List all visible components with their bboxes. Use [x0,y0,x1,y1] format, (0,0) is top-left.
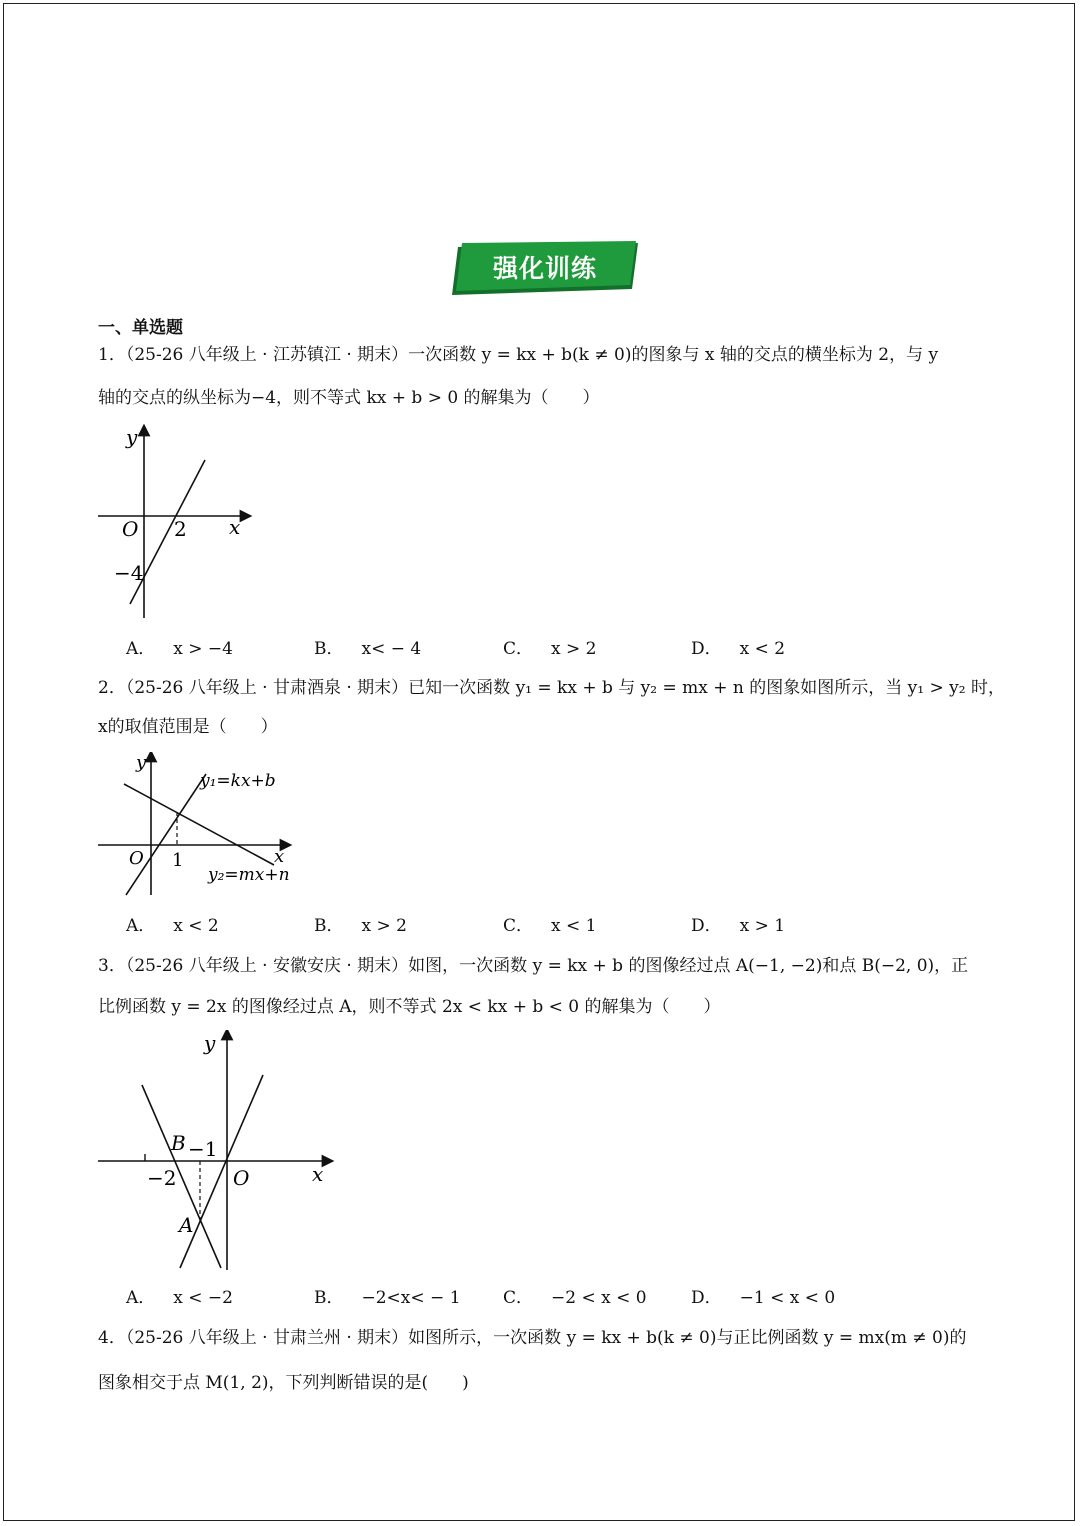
section-title: 一、单选题 [98,318,183,338]
q1-line2 [98,383,600,408]
q1-number: 1． [98,345,126,365]
q1-label-origin: O [122,517,139,541]
section-banner [452,241,638,297]
q2-graph [96,752,296,898]
q1-text-line2: 轴的交点的纵坐标为−4，则不等式 kx + b > 0 的解集为（ ） [98,388,600,408]
q4-text-line2: 图象相交于点 M(1, 2)，下列判断错误的是( ) [98,1373,469,1393]
q1-label-y: y [126,425,138,449]
banner-title: 强化训练 [492,254,597,283]
q3-graph [96,1030,336,1272]
q3-option-a[interactable]: A． x < −2 [126,1288,233,1308]
q3-label-origin: O [233,1166,250,1190]
q3-option-b[interactable]: B． −2<x< − 1 [314,1288,461,1308]
q1-option-b[interactable]: B． x< − 4 [314,639,422,659]
q1-option-c[interactable]: C． x > 2 [503,639,597,659]
q2-option-c[interactable]: C． x < 1 [503,916,597,936]
q2-text-line2: x的取值范围是（ ） [98,717,278,737]
q1-option-a[interactable]: A． x > −4 [126,639,233,659]
q3-label-y: y [204,1031,216,1055]
q2-line-y2 [124,784,274,865]
q2-number: 2． [98,678,126,698]
q2-label-origin: O [129,848,144,869]
q1-line1 [98,340,938,365]
q2-label-x: x [274,846,285,867]
q2-text-line1: （25-26 八年级上 · 甘肃酒泉 · 期末）已知一次函数 y₁ = kx + b 与 y₂ = mx + n 的图象如图所示，当 y₁ > y₂ 时， [125,678,1005,698]
q3-label-minus1: −1 [188,1137,218,1161]
q2-option-b[interactable]: B． x > 2 [314,916,407,936]
q3-text-line1: （25-26 八年级上 · 安徽安庆 · 期末）如图，一次函数 y = kx + b 的图像经过点 A(−1, −2)和点 B(−2, 0)，正 [125,956,969,976]
q1-label-2: 2 [174,517,187,541]
q3-number: 3． [98,956,126,976]
q3-label-b: B [171,1131,186,1155]
q3-label-x: x [312,1162,324,1186]
q2-label-1: 1 [172,850,184,871]
q3-label-minus2: −2 [147,1166,177,1190]
q1-graph [96,424,256,624]
q2-label-y: y [136,752,147,773]
q1-label-minus4: −4 [114,561,144,585]
q1-option-d[interactable]: D． x < 2 [691,639,786,659]
q3-option-c[interactable]: C． −2 < x < 0 [503,1288,647,1308]
q2-line1 [98,673,1005,698]
q4-line2 [98,1368,469,1393]
q4-number: 4． [98,1328,126,1348]
q4-text-line1: （25-26 八年级上 · 甘肃兰州 · 期末）如图所示，一次函数 y = kx + b(k ≠ 0)与正比例函数 y = mx(m ≠ 0)的 [125,1328,967,1348]
q3-line2 [98,992,721,1017]
q3-line1 [98,951,968,976]
q4-line1 [98,1323,967,1348]
q2-option-a[interactable]: A． x < 2 [126,916,219,936]
q2-label-line2: y₂=mx+n [208,865,290,885]
q3-option-d[interactable]: D． −1 < x < 0 [691,1288,836,1308]
q1-label-x: x [229,515,241,539]
q3-line-2x [180,1075,263,1268]
q3-label-a: A [179,1213,194,1237]
q1-text-line1: （25-26 八年级上 · 江苏镇江 · 期末）一次函数 y = kx + b(k ≠ 0)的图象与 x 轴的交点的横坐标为 2，与 y [125,345,939,365]
q2-line2 [98,712,278,737]
q2-option-d[interactable]: D． x > 1 [691,916,786,936]
q2-label-line1: y₁=kx+b [200,771,276,791]
q3-text-line2: 比例函数 y = 2x 的图像经过点 A，则不等式 2x < kx + b < 0 的解集为（ ） [98,997,721,1017]
